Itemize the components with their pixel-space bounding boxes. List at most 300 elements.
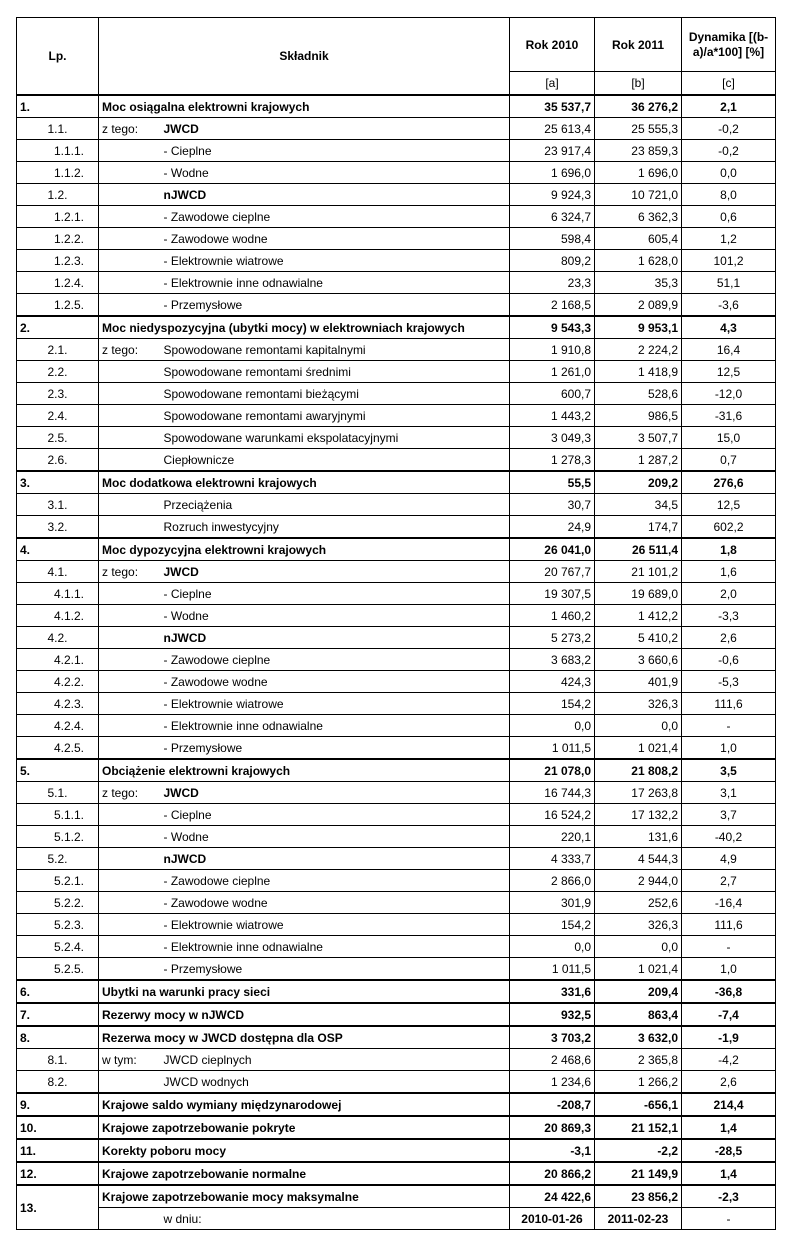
table-row xyxy=(17,272,776,294)
row-name: JWCD xyxy=(161,118,510,140)
row-value-2011: 1 021,4 xyxy=(595,958,682,981)
row-value-2010: 21 078,0 xyxy=(510,759,595,782)
row-prefix xyxy=(99,804,161,826)
row-name: - Elektrownie wiatrowe xyxy=(161,693,510,715)
row-value-2010: 16 744,3 xyxy=(510,782,595,804)
row-value-2010: 932,5 xyxy=(510,1003,595,1026)
row-prefix xyxy=(99,206,161,228)
row-value-2011: 17 263,8 xyxy=(595,782,682,804)
row-dynamics: 2,1 xyxy=(682,95,776,118)
table-row xyxy=(17,140,776,162)
row-value-2010: 16 524,2 xyxy=(510,804,595,826)
row-lp: 4.1.2. xyxy=(17,605,99,627)
row-prefix xyxy=(99,671,161,693)
row-lp: 3.1. xyxy=(17,494,99,516)
row-lp: 5.2.3. xyxy=(17,914,99,936)
row-dynamics: -5,3 xyxy=(682,671,776,693)
table-row xyxy=(17,892,776,914)
row-name: JWCD xyxy=(161,561,510,583)
date-dynamics: - xyxy=(682,1208,776,1230)
row-dynamics: -3,6 xyxy=(682,294,776,317)
row-value-2011: 23 856,2 xyxy=(595,1185,682,1208)
row-name: - Zawodowe wodne xyxy=(161,228,510,250)
table-row xyxy=(17,605,776,627)
row-prefix xyxy=(99,605,161,627)
row-dynamics: 0,0 xyxy=(682,162,776,184)
row-value-2011: -656,1 xyxy=(595,1093,682,1116)
row-prefix xyxy=(99,162,161,184)
row-name: Rozruch inwestycyjny xyxy=(161,516,510,539)
row-prefix xyxy=(99,427,161,449)
row-lp: 4.2.1. xyxy=(17,649,99,671)
row-value-2010: 1 011,5 xyxy=(510,737,595,760)
row-name: Moc niedyspozycyjna (ubytki mocy) w elektrowniach krajowych xyxy=(99,316,510,339)
row-prefix xyxy=(99,516,161,539)
row-lp: 13. xyxy=(17,1185,99,1230)
row-value-2010: 23 917,4 xyxy=(510,140,595,162)
row-value-2010: 1 443,2 xyxy=(510,405,595,427)
table-row xyxy=(17,914,776,936)
table-row xyxy=(17,95,776,118)
row-dynamics: 51,1 xyxy=(682,272,776,294)
row-name: - Wodne xyxy=(161,605,510,627)
row-dynamics: -2,3 xyxy=(682,1185,776,1208)
row-dynamics: 12,5 xyxy=(682,361,776,383)
row-value-2010: 20 866,2 xyxy=(510,1162,595,1185)
row-value-2011: 3 632,0 xyxy=(595,1026,682,1049)
row-value-2010: 26 041,0 xyxy=(510,538,595,561)
row-prefix xyxy=(99,583,161,605)
row-dynamics: 111,6 xyxy=(682,693,776,715)
row-prefix: z tego: xyxy=(99,782,161,804)
row-name: Obciążenie elektrowni krajowych xyxy=(99,759,510,782)
row-value-2010: -3,1 xyxy=(510,1139,595,1162)
row-name: - Przemysłowe xyxy=(161,737,510,760)
row-prefix xyxy=(99,494,161,516)
row-value-2011: 131,6 xyxy=(595,826,682,848)
row-name: Spowodowane remontami bieżącymi xyxy=(161,383,510,405)
table-row xyxy=(17,671,776,693)
row-value-2010: 1 460,2 xyxy=(510,605,595,627)
row-name: Moc dodatkowa elektrowni krajowych xyxy=(99,471,510,494)
row-value-2010: 220,1 xyxy=(510,826,595,848)
row-value-2010: 25 613,4 xyxy=(510,118,595,140)
table-row xyxy=(17,1093,776,1116)
row-lp: 4.2.5. xyxy=(17,737,99,760)
header-dynamika: Dynamika [(b-a)/a*100] [%] xyxy=(682,18,776,72)
row-value-2011: 1 412,2 xyxy=(595,605,682,627)
row-value-2010: 4 333,7 xyxy=(510,848,595,870)
row-name: Krajowe saldo wymiany międzynarodowej xyxy=(99,1093,510,1116)
header-rok-2010: Rok 2010 xyxy=(510,18,595,72)
row-dynamics: -12,0 xyxy=(682,383,776,405)
row-dynamics: -36,8 xyxy=(682,980,776,1003)
row-name: - Elektrownie wiatrowe xyxy=(161,914,510,936)
row-value-2011: 209,4 xyxy=(595,980,682,1003)
row-value-2010: 24 422,6 xyxy=(510,1185,595,1208)
row-prefix xyxy=(99,449,161,472)
table-row xyxy=(17,471,776,494)
row-value-2010: -208,7 xyxy=(510,1093,595,1116)
row-prefix: z tego: xyxy=(99,118,161,140)
row-value-2010: 424,3 xyxy=(510,671,595,693)
row-name: - Wodne xyxy=(161,826,510,848)
row-dynamics: 2,7 xyxy=(682,870,776,892)
row-dynamics: 111,6 xyxy=(682,914,776,936)
row-value-2011: 21 101,2 xyxy=(595,561,682,583)
row-dynamics: 1,4 xyxy=(682,1162,776,1185)
row-value-2010: 55,5 xyxy=(510,471,595,494)
row-dynamics: -7,4 xyxy=(682,1003,776,1026)
row-dynamics: 214,4 xyxy=(682,1093,776,1116)
row-value-2011: 5 410,2 xyxy=(595,627,682,649)
table-row xyxy=(17,250,776,272)
table-row xyxy=(17,826,776,848)
table-row-date xyxy=(17,1208,776,1230)
row-value-2011: 36 276,2 xyxy=(595,95,682,118)
row-prefix xyxy=(99,693,161,715)
row-value-2011: 401,9 xyxy=(595,671,682,693)
table-row xyxy=(17,427,776,449)
row-dynamics: 1,0 xyxy=(682,958,776,981)
table-row xyxy=(17,561,776,583)
table-row xyxy=(17,627,776,649)
row-value-2011: 1 287,2 xyxy=(595,449,682,472)
row-value-2011: 605,4 xyxy=(595,228,682,250)
row-dynamics: 3,7 xyxy=(682,804,776,826)
row-prefix xyxy=(99,272,161,294)
row-value-2010: 20 767,7 xyxy=(510,561,595,583)
row-lp: 4.2.4. xyxy=(17,715,99,737)
row-value-2010: 9 543,3 xyxy=(510,316,595,339)
row-value-2011: 3 507,7 xyxy=(595,427,682,449)
date-2011: 2011-02-23 xyxy=(595,1208,682,1230)
row-prefix xyxy=(99,294,161,317)
row-value-2011: 1 696,0 xyxy=(595,162,682,184)
row-value-2010: 600,7 xyxy=(510,383,595,405)
row-value-2011: 21 152,1 xyxy=(595,1116,682,1139)
row-dynamics: 2,0 xyxy=(682,583,776,605)
row-value-2010: 2 468,6 xyxy=(510,1049,595,1071)
row-name: - Cieplne xyxy=(161,140,510,162)
row-value-2011: 326,3 xyxy=(595,693,682,715)
row-value-2010: 3 703,2 xyxy=(510,1026,595,1049)
row-value-2011: 174,7 xyxy=(595,516,682,539)
row-value-2010: 23,3 xyxy=(510,272,595,294)
row-value-2010: 5 273,2 xyxy=(510,627,595,649)
table-row xyxy=(17,1116,776,1139)
row-prefix xyxy=(99,958,161,981)
row-value-2011: 21 149,9 xyxy=(595,1162,682,1185)
row-value-2010: 19 307,5 xyxy=(510,583,595,605)
row-name: Rezerwa mocy w JWCD dostępna dla OSP xyxy=(99,1026,510,1049)
row-value-2010: 1 011,5 xyxy=(510,958,595,981)
row-name: - Zawodowe cieplne xyxy=(161,649,510,671)
row-value-2010: 2 168,5 xyxy=(510,294,595,317)
row-lp: 4.2.3. xyxy=(17,693,99,715)
row-lp: 2.5. xyxy=(17,427,99,449)
row-name: - Cieplne xyxy=(161,583,510,605)
row-lp: 4. xyxy=(17,538,99,561)
row-lp: 8.1. xyxy=(17,1049,99,1071)
row-name: nJWCD xyxy=(161,184,510,206)
row-name: Spowodowane warunkami ekspolatacyjnymi xyxy=(161,427,510,449)
row-name: - Zawodowe wodne xyxy=(161,892,510,914)
row-dynamics: 0,6 xyxy=(682,206,776,228)
row-lp: 4.1. xyxy=(17,561,99,583)
row-value-2011: 0,0 xyxy=(595,715,682,737)
row-value-2010: 20 869,3 xyxy=(510,1116,595,1139)
row-prefix xyxy=(99,228,161,250)
row-dynamics: -16,4 xyxy=(682,892,776,914)
row-dynamics: 0,7 xyxy=(682,449,776,472)
row-lp: 5.2.5. xyxy=(17,958,99,981)
row-value-2011: 986,5 xyxy=(595,405,682,427)
table-row xyxy=(17,1071,776,1094)
date-label: w dniu: xyxy=(161,1208,510,1230)
row-name: - Elektrownie inne odnawialne xyxy=(161,936,510,958)
row-name: - Przemysłowe xyxy=(161,294,510,317)
row-value-2010: 0,0 xyxy=(510,715,595,737)
table-row xyxy=(17,693,776,715)
row-name: - Elektrownie wiatrowe xyxy=(161,250,510,272)
row-value-2011: 25 555,3 xyxy=(595,118,682,140)
row-dynamics: -3,3 xyxy=(682,605,776,627)
table-row xyxy=(17,294,776,317)
row-lp: 1.1.1. xyxy=(17,140,99,162)
row-prefix xyxy=(99,383,161,405)
row-value-2011: 19 689,0 xyxy=(595,583,682,605)
row-lp: 7. xyxy=(17,1003,99,1026)
table-row xyxy=(17,1162,776,1185)
table-row xyxy=(17,1049,776,1071)
row-name: - Wodne xyxy=(161,162,510,184)
row-name: Spowodowane remontami awaryjnymi xyxy=(161,405,510,427)
row-value-2010: 24,9 xyxy=(510,516,595,539)
row-name: nJWCD xyxy=(161,848,510,870)
row-lp: 1.2.5. xyxy=(17,294,99,317)
row-name: - Przemysłowe xyxy=(161,958,510,981)
row-lp: 5. xyxy=(17,759,99,782)
table-row xyxy=(17,184,776,206)
header-skladnik: Składnik xyxy=(99,18,510,96)
row-value-2011: 252,6 xyxy=(595,892,682,914)
row-lp: 4.2. xyxy=(17,627,99,649)
row-lp: 9. xyxy=(17,1093,99,1116)
row-dynamics: 1,8 xyxy=(682,538,776,561)
row-value-2010: 154,2 xyxy=(510,914,595,936)
row-lp: 1.2.1. xyxy=(17,206,99,228)
row-dynamics: -0,6 xyxy=(682,649,776,671)
row-value-2011: 23 859,3 xyxy=(595,140,682,162)
row-name: - Zawodowe cieplne xyxy=(161,206,510,228)
header-lp: Lp. xyxy=(17,18,99,96)
table-row xyxy=(17,649,776,671)
data-table-container xyxy=(16,17,776,1230)
row-dynamics: 2,6 xyxy=(682,1071,776,1094)
table-row xyxy=(17,316,776,339)
row-lp: 1.1. xyxy=(17,118,99,140)
row-prefix: w tym: xyxy=(99,1049,161,1071)
row-dynamics: - xyxy=(682,936,776,958)
row-prefix xyxy=(99,405,161,427)
row-prefix xyxy=(99,715,161,737)
power-balance-table xyxy=(16,17,776,1230)
row-prefix xyxy=(99,361,161,383)
row-dynamics: 15,0 xyxy=(682,427,776,449)
row-name: - Cieplne xyxy=(161,804,510,826)
row-dynamics: 276,6 xyxy=(682,471,776,494)
row-lp: 8.2. xyxy=(17,1071,99,1094)
row-dynamics: 4,3 xyxy=(682,316,776,339)
row-name: JWCD xyxy=(161,782,510,804)
table-row xyxy=(17,383,776,405)
row-lp: 1.2. xyxy=(17,184,99,206)
row-prefix xyxy=(99,627,161,649)
row-value-2011: 1 418,9 xyxy=(595,361,682,383)
row-value-2010: 154,2 xyxy=(510,693,595,715)
row-value-2011: 1 266,2 xyxy=(595,1071,682,1094)
row-lp: 5.2.1. xyxy=(17,870,99,892)
row-value-2010: 1 278,3 xyxy=(510,449,595,472)
table-row xyxy=(17,538,776,561)
row-dynamics: -0,2 xyxy=(682,118,776,140)
row-prefix xyxy=(99,649,161,671)
table-row xyxy=(17,1185,776,1208)
table-row xyxy=(17,1139,776,1162)
row-value-2010: 1 234,6 xyxy=(510,1071,595,1094)
row-dynamics: 16,4 xyxy=(682,339,776,361)
row-lp: 5.2.2. xyxy=(17,892,99,914)
row-dynamics: -31,6 xyxy=(682,405,776,427)
row-dynamics: -1,9 xyxy=(682,1026,776,1049)
row-prefix: z tego: xyxy=(99,339,161,361)
row-dynamics: -28,5 xyxy=(682,1139,776,1162)
row-dynamics: 602,2 xyxy=(682,516,776,539)
row-prefix: z tego: xyxy=(99,561,161,583)
row-lp: 5.1.1. xyxy=(17,804,99,826)
row-name: - Elektrownie inne odnawialne xyxy=(161,715,510,737)
row-lp: 10. xyxy=(17,1116,99,1139)
row-lp: 3. xyxy=(17,471,99,494)
row-value-2010: 809,2 xyxy=(510,250,595,272)
row-value-2010: 30,7 xyxy=(510,494,595,516)
row-prefix xyxy=(99,914,161,936)
row-value-2011: 209,2 xyxy=(595,471,682,494)
row-value-2011: 2 224,2 xyxy=(595,339,682,361)
row-dynamics: 8,0 xyxy=(682,184,776,206)
row-lp: 5.2. xyxy=(17,848,99,870)
table-row xyxy=(17,759,776,782)
row-value-2010: 301,9 xyxy=(510,892,595,914)
table-row xyxy=(17,339,776,361)
row-prefix xyxy=(99,870,161,892)
table-row xyxy=(17,516,776,539)
row-name: Ubytki na warunki pracy sieci xyxy=(99,980,510,1003)
row-value-2011: 863,4 xyxy=(595,1003,682,1026)
row-value-2011: 2 089,9 xyxy=(595,294,682,317)
row-value-2010: 6 324,7 xyxy=(510,206,595,228)
row-lp: 5.1. xyxy=(17,782,99,804)
row-dynamics: 1,2 xyxy=(682,228,776,250)
row-value-2011: 0,0 xyxy=(595,936,682,958)
row-value-2011: 2 365,8 xyxy=(595,1049,682,1071)
row-dynamics: -4,2 xyxy=(682,1049,776,1071)
table-row xyxy=(17,1026,776,1049)
row-value-2010: 598,4 xyxy=(510,228,595,250)
row-dynamics: -0,2 xyxy=(682,140,776,162)
row-dynamics: 101,2 xyxy=(682,250,776,272)
row-value-2010: 9 924,3 xyxy=(510,184,595,206)
table-row xyxy=(17,980,776,1003)
row-lp: 1.2.3. xyxy=(17,250,99,272)
row-value-2011: -2,2 xyxy=(595,1139,682,1162)
row-lp: 11. xyxy=(17,1139,99,1162)
row-value-2011: 34,5 xyxy=(595,494,682,516)
row-lp: 2. xyxy=(17,316,99,339)
date-2010: 2010-01-26 xyxy=(510,1208,595,1230)
row-prefix xyxy=(99,1071,161,1094)
row-name: - Zawodowe wodne xyxy=(161,671,510,693)
row-lp: 2.3. xyxy=(17,383,99,405)
row-lp: 2.1. xyxy=(17,339,99,361)
row-name: Rezerwy mocy w nJWCD xyxy=(99,1003,510,1026)
header-rok-2011: Rok 2011 xyxy=(595,18,682,72)
row-name: Krajowe zapotrzebowanie mocy maksymalne xyxy=(99,1185,510,1208)
table-row xyxy=(17,1003,776,1026)
row-name: Krajowe zapotrzebowanie pokryte xyxy=(99,1116,510,1139)
row-value-2011: 21 808,2 xyxy=(595,759,682,782)
table-row xyxy=(17,715,776,737)
table-row xyxy=(17,958,776,981)
row-name: nJWCD xyxy=(161,627,510,649)
row-lp: 12. xyxy=(17,1162,99,1185)
row-dynamics: 1,0 xyxy=(682,737,776,760)
header-col-b: [b] xyxy=(595,72,682,95)
row-value-2011: 6 362,3 xyxy=(595,206,682,228)
row-lp: 6. xyxy=(17,980,99,1003)
row-name: JWCD wodnych xyxy=(161,1071,510,1094)
row-name: JWCD cieplnych xyxy=(161,1049,510,1071)
row-name: Korekty poboru mocy xyxy=(99,1139,510,1162)
row-prefix xyxy=(99,936,161,958)
row-name: Moc osiągalna elektrowni krajowych xyxy=(99,95,510,118)
row-value-2010: 3 683,2 xyxy=(510,649,595,671)
table-row xyxy=(17,583,776,605)
row-lp: 4.2.2. xyxy=(17,671,99,693)
row-value-2011: 4 544,3 xyxy=(595,848,682,870)
row-value-2011: 17 132,2 xyxy=(595,804,682,826)
row-value-2010: 1 696,0 xyxy=(510,162,595,184)
header-col-a: [a] xyxy=(510,72,595,95)
row-name: - Elektrownie inne odnawialne xyxy=(161,272,510,294)
row-name: Moc dypozycyjna elektrowni krajowych xyxy=(99,538,510,561)
row-dynamics: -40,2 xyxy=(682,826,776,848)
row-lp: 5.2.4. xyxy=(17,936,99,958)
row-name: Ciepłownicze xyxy=(161,449,510,472)
row-value-2011: 9 953,1 xyxy=(595,316,682,339)
row-name: - Zawodowe cieplne xyxy=(161,870,510,892)
table-row xyxy=(17,206,776,228)
row-value-2011: 3 660,6 xyxy=(595,649,682,671)
row-prefix-empty xyxy=(99,1208,161,1230)
row-value-2010: 1 261,0 xyxy=(510,361,595,383)
row-lp: 4.1.1. xyxy=(17,583,99,605)
row-name: Przeciążenia xyxy=(161,494,510,516)
row-lp: 2.4. xyxy=(17,405,99,427)
row-value-2011: 326,3 xyxy=(595,914,682,936)
row-value-2010: 1 910,8 xyxy=(510,339,595,361)
